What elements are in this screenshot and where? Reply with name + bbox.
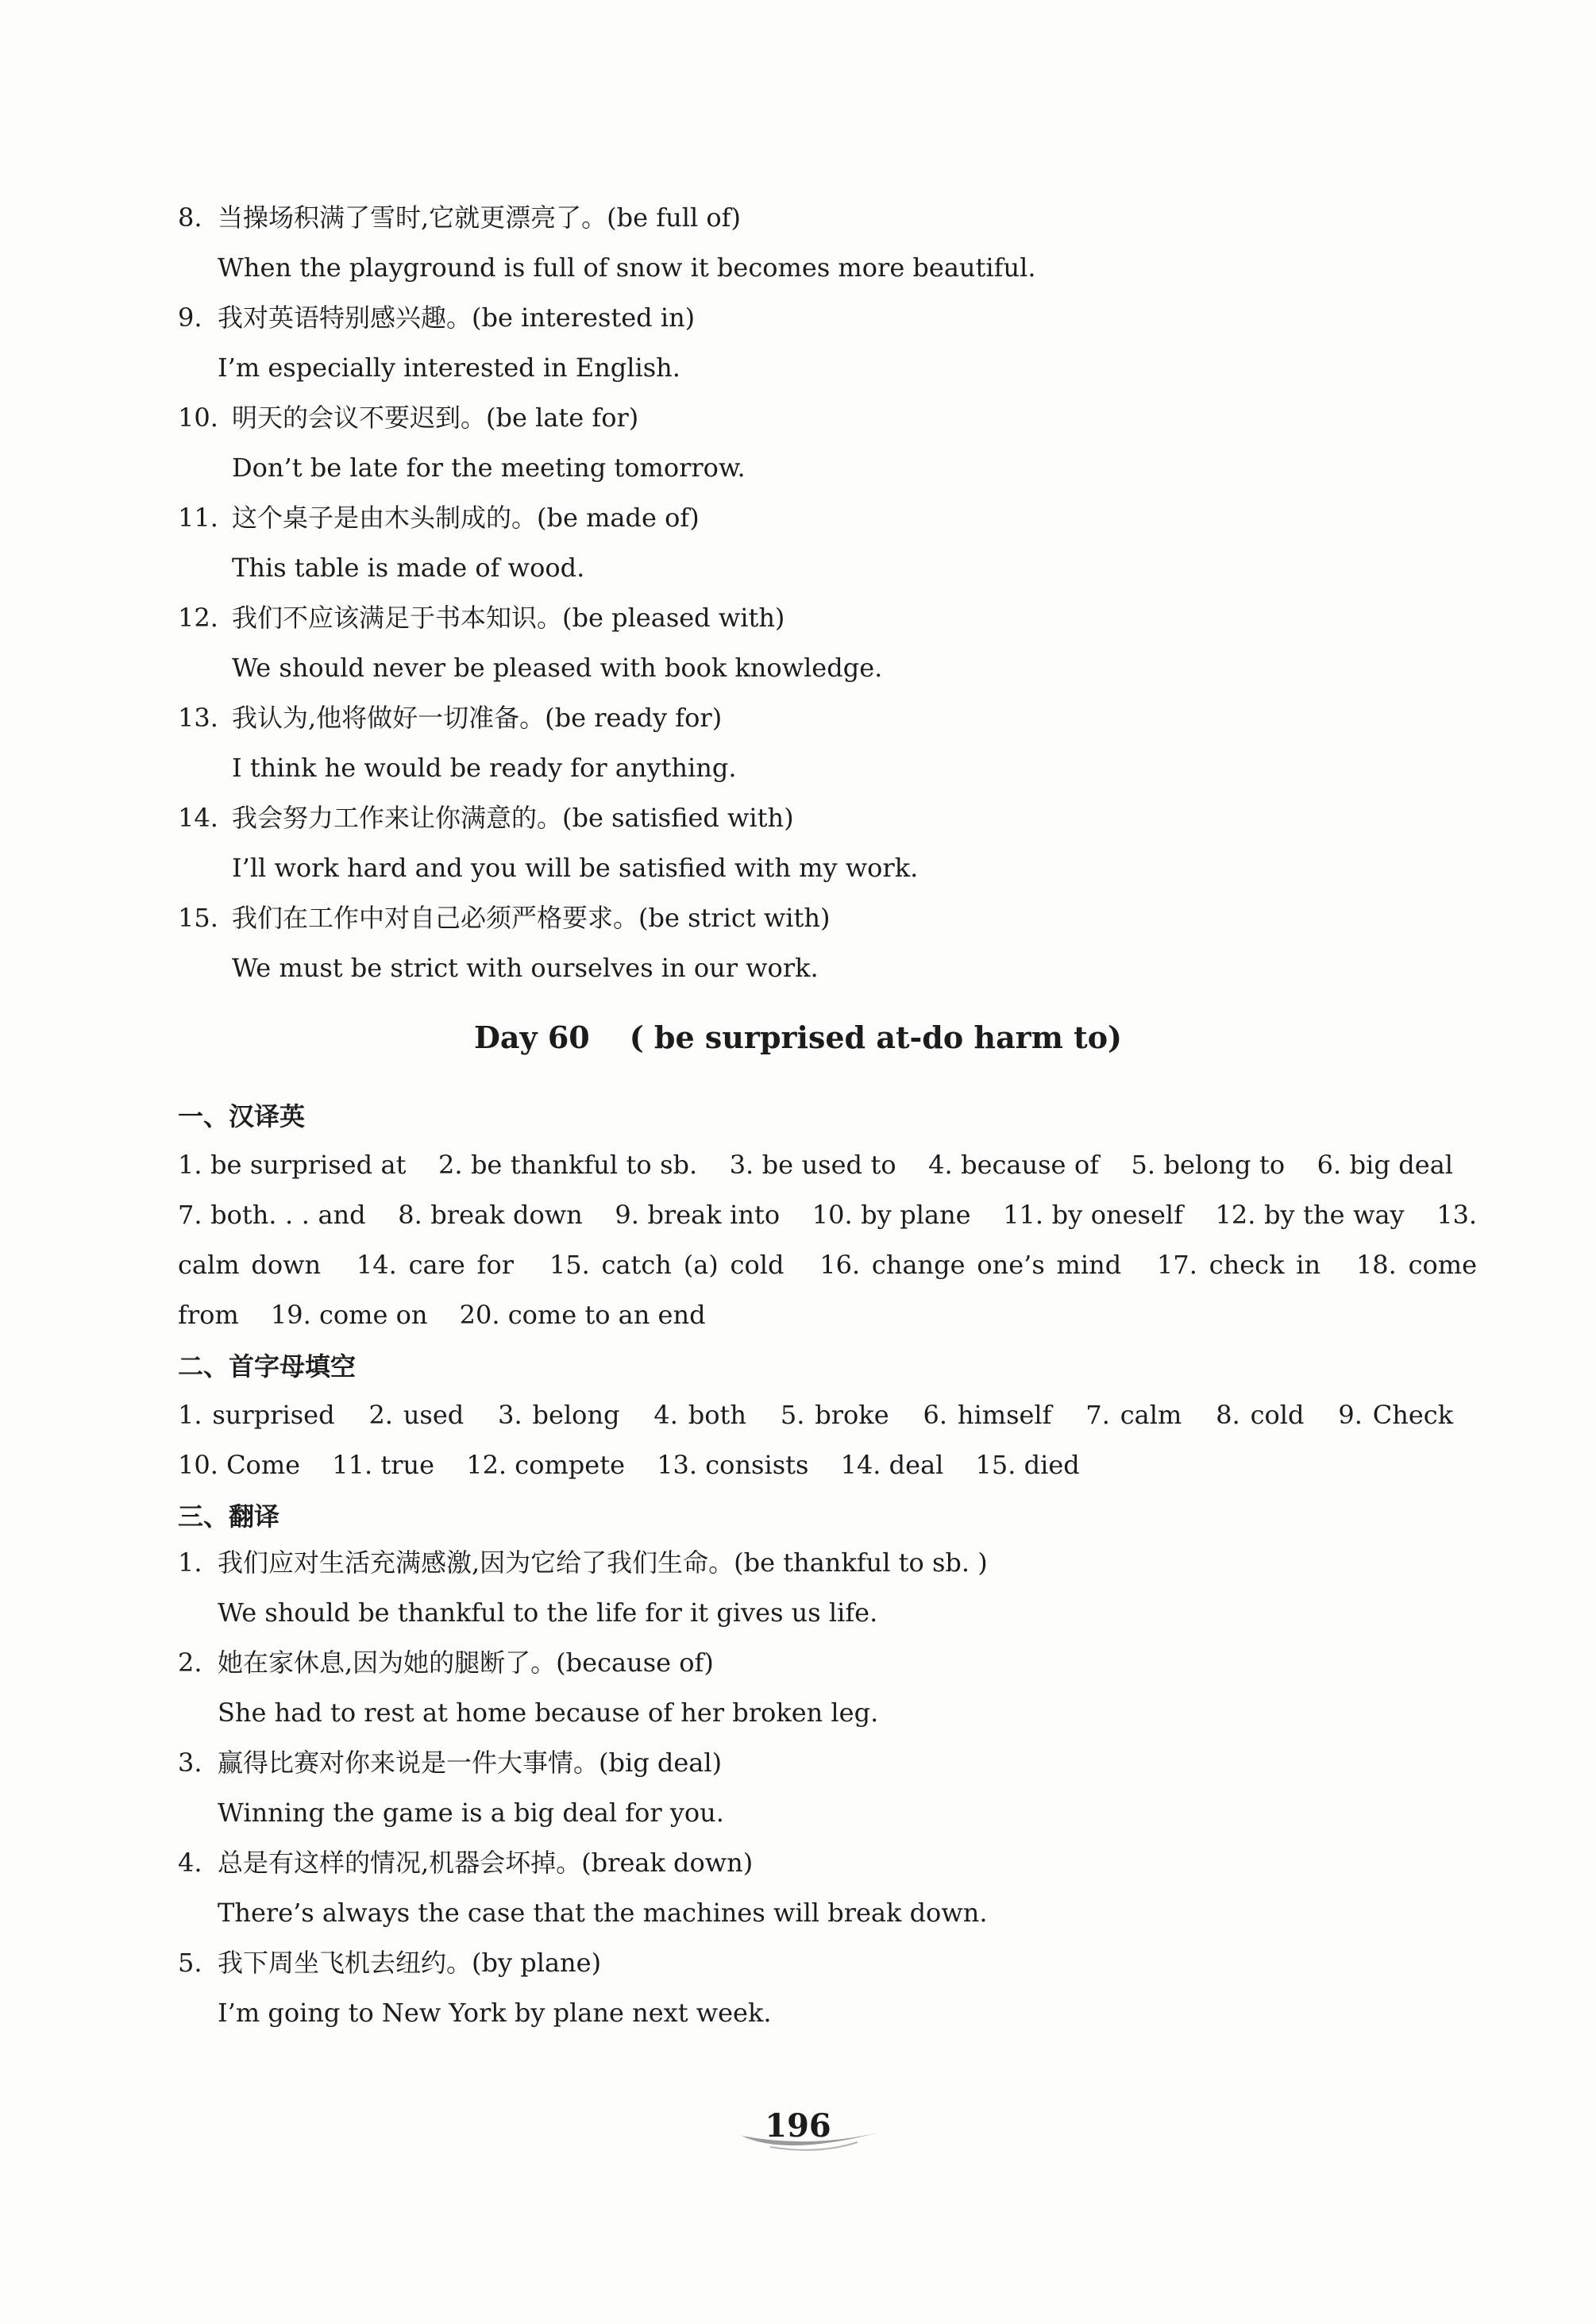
item-number: 14. xyxy=(178,803,218,833)
answer-item: 17. check in xyxy=(1157,1250,1321,1280)
answer-item: 12. compete xyxy=(466,1450,626,1480)
answer-item: 5. belong to xyxy=(1131,1150,1286,1180)
english-translation: I’m going to New York by plane next week. xyxy=(218,1998,772,2028)
chinese-sentence: 明天的会议不要迟到。(be late for) xyxy=(232,403,639,433)
item-number: 10. xyxy=(178,403,218,433)
english-translation: I’ll work hard and you will be satisfied with my work. xyxy=(232,853,919,883)
day-title xyxy=(0,1014,1596,1062)
item-number: 4. xyxy=(178,1848,202,1878)
section-heading: 三、翻译 xyxy=(178,1501,280,1532)
translation-item xyxy=(178,1938,1480,2038)
chinese-sentence: 我们不应该满足于书本知识。(be pleased with) xyxy=(232,603,785,633)
answer-item: 1. be surprised at xyxy=(178,1150,407,1180)
english-translation: She had to rest at home because of her broken leg. xyxy=(218,1698,879,1728)
answer-item: 2. used xyxy=(368,1400,465,1430)
translation-item xyxy=(178,693,1480,793)
answer-item: 8. break down xyxy=(398,1200,583,1230)
answer-item: 15. died xyxy=(975,1450,1080,1480)
translation-item xyxy=(178,793,1480,893)
answer-item: 6. big deal xyxy=(1317,1150,1454,1180)
chinese-sentence: 我下周坐飞机去纽约。(by plane) xyxy=(218,1948,602,1978)
page-number: 196 xyxy=(765,2107,831,2145)
answer-item: 3. be used to xyxy=(729,1150,896,1180)
chinese-sentence: 赢得比赛对你来说是一件大事情。(big deal) xyxy=(218,1748,723,1778)
item-number: 8. xyxy=(178,202,202,233)
answer-item: 15. catch (a) cold xyxy=(549,1250,785,1280)
chinese-sentence: 这个桌子是由木头制成的。(be made of) xyxy=(232,503,700,533)
answer-item: 5. broke xyxy=(780,1400,889,1430)
translation-item xyxy=(178,493,1480,593)
english-translation: I think he would be ready for anything. xyxy=(232,753,737,783)
english-translation: We should be thankful to the life for it gives us life. xyxy=(218,1598,878,1628)
answer-item: 4. both xyxy=(653,1400,747,1430)
translation-item xyxy=(178,293,1480,393)
item-number: 1. xyxy=(178,1547,202,1578)
chinese-sentence: 我认为,他将做好一切准备。(be ready for) xyxy=(232,703,723,733)
item-number: 13. xyxy=(178,703,218,733)
answer-item: 13. consists xyxy=(657,1450,809,1480)
answer-item: 11. by oneself xyxy=(1003,1200,1183,1230)
translation-item xyxy=(178,893,1480,993)
answer-item: 10. by plane xyxy=(811,1200,971,1230)
item-number: 5. xyxy=(178,1948,202,1978)
answer-item: 11. true xyxy=(332,1450,435,1480)
english-translation: We must be strict with ourselves in our work. xyxy=(232,953,819,983)
english-translation: This table is made of wood. xyxy=(232,553,585,583)
translation-item xyxy=(178,193,1480,293)
answer-item: 10. Come xyxy=(178,1450,301,1480)
chinese-sentence: 她在家休息,因为她的腿断了。(because of) xyxy=(218,1648,714,1678)
answer-list-section2 xyxy=(178,1390,1477,1490)
english-translation: Don’t be late for the meeting tomorrow. xyxy=(232,453,746,483)
answer-list-section1 xyxy=(178,1140,1477,1340)
chinese-sentence: 我对英语特别感兴趣。(be interested in) xyxy=(218,303,696,333)
answer-item: 1. surprised xyxy=(178,1400,335,1430)
chinese-sentence: 总是有这样的情况,机器会坏掉。(break down) xyxy=(218,1848,754,1878)
chinese-sentence: 我会努力工作来让你满意的。(be satisfied with) xyxy=(232,803,794,833)
answer-item: 8. cold xyxy=(1216,1400,1305,1430)
answer-item: 12. by the way xyxy=(1215,1200,1405,1230)
day-label: Day 60 xyxy=(473,1019,590,1055)
answer-item: 14. care for xyxy=(356,1250,515,1280)
answer-item: 9. break into xyxy=(615,1200,781,1230)
item-number: 11. xyxy=(178,503,218,533)
answer-item: 2. be thankful to sb. xyxy=(438,1150,698,1180)
answer-item: 4. because of xyxy=(928,1150,1100,1180)
section-heading: 一、汉译英 xyxy=(178,1101,306,1131)
answer-item: 14. deal xyxy=(840,1450,944,1480)
item-number: 12. xyxy=(178,603,218,633)
section-heading: 二、首字母填空 xyxy=(178,1351,357,1382)
answer-item: 7. calm xyxy=(1085,1400,1182,1430)
answer-item: 13. calm down xyxy=(178,1200,1478,1280)
english-translation: Winning the game is a big deal for you. xyxy=(218,1798,724,1828)
answer-item: 20. come to an end xyxy=(459,1300,706,1330)
answer-item: 6. himself xyxy=(923,1400,1052,1430)
english-translation: There’s always the case that the machines will break down. xyxy=(218,1898,988,1928)
item-number: 3. xyxy=(178,1748,202,1778)
chinese-sentence: 当操场积满了雪时,它就更漂亮了。(be full of) xyxy=(218,202,741,233)
page-number-block xyxy=(0,2102,1596,2150)
translation-item xyxy=(178,1638,1480,1738)
translation-item xyxy=(178,393,1480,493)
answer-item: 3. belong xyxy=(498,1400,620,1430)
translation-item xyxy=(178,1738,1480,1838)
answer-item: 7. both. . . and xyxy=(178,1200,366,1230)
answer-item: 19. come on xyxy=(270,1300,428,1330)
answer-item: 18. come from xyxy=(178,1250,1478,1330)
chinese-sentence: 我们应对生活充满感激,因为它给了我们生命。(be thankful to sb. ) xyxy=(218,1547,988,1578)
translation-item xyxy=(178,1838,1480,1938)
english-translation: I’m especially interested in English. xyxy=(218,353,680,383)
translation-item xyxy=(178,593,1480,693)
english-translation: We should never be pleased with book knowledge. xyxy=(232,653,883,683)
day-topic: ( be surprised at-do harm to) xyxy=(629,1019,1123,1055)
item-number: 2. xyxy=(178,1648,202,1678)
answer-item: 9. Check xyxy=(1338,1400,1454,1430)
translation-item xyxy=(178,1538,1480,1638)
answer-item: 16. change one’s mind xyxy=(819,1250,1122,1280)
page-number-swoosh-icon xyxy=(738,2129,881,2158)
item-number: 15. xyxy=(178,903,218,933)
item-number: 9. xyxy=(178,303,202,333)
english-translation: When the playground is full of snow it becomes more beautiful. xyxy=(218,252,1036,283)
chinese-sentence: 我们在工作中对自己必须严格要求。(be strict with) xyxy=(232,903,831,933)
